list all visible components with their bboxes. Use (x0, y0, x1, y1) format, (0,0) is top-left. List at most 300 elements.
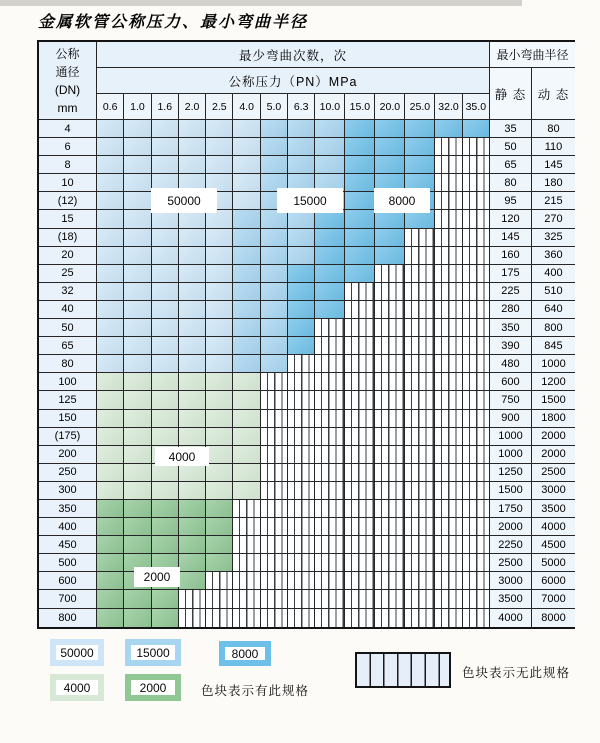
legend-chip-8000: 8000 (219, 641, 271, 666)
row-dn-label: (18) (39, 229, 97, 247)
spec-cell-50000 (124, 156, 151, 174)
spec-cell-8000 (315, 210, 345, 228)
row-static-value: 95 (490, 192, 532, 210)
pressure-header-cell: 10.0 (315, 94, 345, 120)
spec-cell-8000 (288, 319, 315, 337)
spec-cell-2000 (179, 554, 206, 572)
spec-cell-50000 (124, 120, 151, 138)
spec-cell-8000 (463, 120, 490, 138)
spec-cell-4000 (124, 373, 151, 391)
spec-cell-no-spec (405, 500, 435, 518)
spec-cell-2000 (206, 536, 233, 554)
row-static-value: 2500 (490, 554, 532, 572)
spec-cell-50000 (124, 337, 151, 355)
spec-cell-no-spec (261, 554, 288, 572)
spec-cell-no-spec (375, 554, 405, 572)
spec-cell-no-spec (435, 247, 462, 265)
spec-cell-no-spec (345, 609, 375, 627)
spec-cell-50000 (179, 283, 206, 301)
row-dynamic-value: 400 (532, 265, 575, 283)
legend-has-spec-text: 色块表示有此规格 (201, 684, 310, 698)
spec-cell-no-spec (261, 590, 288, 608)
spec-cell-50000 (179, 138, 206, 156)
spec-cell-15000 (233, 283, 260, 301)
spec-cell-50000 (97, 210, 124, 228)
spec-cell-no-spec (288, 590, 315, 608)
spec-cell-50000 (179, 247, 206, 265)
spec-cell-8000 (375, 156, 405, 174)
spec-cell-no-spec (435, 283, 462, 301)
spec-cell-no-spec (435, 301, 462, 319)
pressure-header-cell: 2.0 (179, 94, 206, 120)
spec-cell-4000 (179, 410, 206, 428)
row-dynamic-value: 325 (532, 229, 575, 247)
spec-cell-no-spec (405, 482, 435, 500)
spec-cell-no-spec (345, 518, 375, 536)
spec-cell-50000 (206, 265, 233, 283)
spec-cell-no-spec (435, 138, 462, 156)
spec-cell-8000 (375, 138, 405, 156)
spec-cell-50000 (179, 229, 206, 247)
spec-cell-50000 (124, 283, 151, 301)
spec-cell-4000 (206, 464, 233, 482)
spec-cell-no-spec (233, 500, 260, 518)
spec-cell-no-spec (315, 464, 345, 482)
spec-cell-4000 (97, 373, 124, 391)
spec-cell-8000 (345, 210, 375, 228)
row-static-value: 35 (490, 120, 532, 138)
pressure-header-cell: 0.6 (97, 94, 124, 120)
row-dynamic-value: 145 (532, 156, 575, 174)
spec-cell-no-spec (435, 500, 462, 518)
spec-cell-no-spec (463, 138, 490, 156)
spec-cell-no-spec (315, 572, 345, 590)
pressure-header-cell: 35.0 (463, 94, 490, 120)
spec-cell-50000 (124, 138, 151, 156)
spec-cell-8000 (345, 138, 375, 156)
spec-cell-no-spec (345, 536, 375, 554)
row-static-value: 600 (490, 373, 532, 391)
spec-cell-15000 (261, 120, 288, 138)
spec-cell-2000 (124, 518, 151, 536)
spec-cell-no-spec (405, 283, 435, 301)
spec-cell-no-spec (435, 590, 462, 608)
row-dn-label: 40 (39, 301, 97, 319)
spec-cell-50000 (97, 156, 124, 174)
row-dynamic-value: 3500 (532, 500, 575, 518)
spec-cell-no-spec (288, 518, 315, 536)
spec-cell-no-spec (345, 500, 375, 518)
spec-cell-50000 (206, 283, 233, 301)
spec-cell-2000 (97, 518, 124, 536)
spec-cell-15000 (233, 229, 260, 247)
spec-cell-15000 (288, 138, 315, 156)
spec-cell-no-spec (463, 464, 490, 482)
spec-cell-no-spec (288, 500, 315, 518)
spec-cell-no-spec (288, 482, 315, 500)
spec-cell-no-spec (315, 500, 345, 518)
spec-cell-no-spec (315, 373, 345, 391)
spec-cell-no-spec (345, 428, 375, 446)
spec-cell-no-spec (463, 572, 490, 590)
spec-cell-no-spec (375, 446, 405, 464)
spec-cell-no-spec (315, 590, 345, 608)
spec-cell-50000 (206, 156, 233, 174)
spec-cell-4000 (233, 464, 260, 482)
spec-cell-8000 (345, 156, 375, 174)
row-static-value: 1750 (490, 500, 532, 518)
spec-cell-4000 (206, 428, 233, 446)
spec-cell-4000 (233, 482, 260, 500)
spec-cell-no-spec (345, 446, 375, 464)
spec-cell-no-spec (463, 174, 490, 192)
spec-cell-50000 (206, 355, 233, 373)
row-dynamic-value: 270 (532, 210, 575, 228)
spec-cell-no-spec (288, 428, 315, 446)
row-dynamic-value: 6000 (532, 572, 575, 590)
legend-no-spec-text: 色块表示无此规格 (462, 666, 571, 680)
spec-cell-4000 (179, 373, 206, 391)
spec-cell-8000 (315, 283, 345, 301)
spec-cell-15000 (261, 210, 288, 228)
spec-cell-4000 (97, 410, 124, 428)
spec-cell-2000 (206, 554, 233, 572)
spec-cell-50000 (152, 247, 179, 265)
row-dn-label: (175) (39, 428, 97, 446)
spec-cell-8000 (345, 120, 375, 138)
corner-header-dn (39, 42, 97, 120)
spec-cell-50000 (152, 283, 179, 301)
spec-cell-4000 (97, 464, 124, 482)
spec-cell-50000 (233, 120, 260, 138)
corner-line-4: mm (57, 100, 78, 115)
spec-cell-no-spec (179, 590, 206, 608)
spec-cell-8000 (315, 265, 345, 283)
row-static-value: 1000 (490, 446, 532, 464)
spec-cell-2000 (97, 500, 124, 518)
spec-cell-50000 (152, 210, 179, 228)
spec-cell-50000 (124, 301, 151, 319)
scan-edge-strip (0, 0, 522, 6)
spec-cell-8000 (375, 210, 405, 228)
spec-cell-no-spec (233, 572, 260, 590)
spec-cell-8000 (345, 229, 375, 247)
spec-cell-no-spec (261, 572, 288, 590)
row-dynamic-value: 1200 (532, 373, 575, 391)
spec-cell-no-spec (463, 192, 490, 210)
spec-cell-no-spec (179, 609, 206, 627)
spec-cell-no-spec (405, 247, 435, 265)
spec-cell-no-spec (375, 410, 405, 428)
spec-cell-4000 (179, 482, 206, 500)
spec-cell-no-spec (345, 355, 375, 373)
spec-cell-15000 (288, 247, 315, 265)
spec-cell-no-spec (463, 609, 490, 627)
header-nominal-pressure: 公称压力（PN）MPa (97, 68, 490, 94)
spec-cell-no-spec (463, 554, 490, 572)
spec-cell-2000 (124, 500, 151, 518)
spec-cell-no-spec (463, 301, 490, 319)
spec-cell-no-spec (375, 518, 405, 536)
spec-cell-4000 (124, 464, 151, 482)
row-dn-label: 50 (39, 319, 97, 337)
spec-cell-no-spec (345, 590, 375, 608)
spec-cell-2000 (179, 536, 206, 554)
spec-cell-no-spec (405, 464, 435, 482)
row-dynamic-value: 800 (532, 319, 575, 337)
spec-cell-no-spec (345, 301, 375, 319)
spec-cell-15000 (261, 355, 288, 373)
spec-cell-no-spec (375, 337, 405, 355)
row-dynamic-value: 215 (532, 192, 575, 210)
header-min-bend-radius: 最小弯曲半径 (490, 42, 575, 68)
corner-line-1: 公称 (55, 46, 80, 61)
row-dynamic-value: 4000 (532, 518, 575, 536)
row-dn-label: 25 (39, 265, 97, 283)
spec-cell-2000 (152, 536, 179, 554)
pressure-header-cell: 15.0 (345, 94, 375, 120)
spec-cell-no-spec (375, 355, 405, 373)
spec-cell-no-spec (435, 609, 462, 627)
header-static: 静 态 (490, 68, 532, 120)
spec-cell-no-spec (435, 482, 462, 500)
row-dn-label: 400 (39, 518, 97, 536)
spec-cell-no-spec (435, 391, 462, 409)
spec-cell-4000 (206, 391, 233, 409)
spec-cell-8000 (375, 120, 405, 138)
spec-cell-no-spec (375, 391, 405, 409)
spec-cell-no-spec (435, 554, 462, 572)
spec-cell-4000 (206, 446, 233, 464)
row-static-value: 900 (490, 410, 532, 428)
spec-cell-8000 (288, 265, 315, 283)
spec-cell-no-spec (345, 337, 375, 355)
row-static-value: 390 (490, 337, 532, 355)
spec-cell-no-spec (435, 192, 462, 210)
spec-cell-no-spec (261, 518, 288, 536)
spec-cell-50000 (152, 319, 179, 337)
row-dn-label: 6 (39, 138, 97, 156)
spec-cell-50000 (179, 319, 206, 337)
row-dn-label: 100 (39, 373, 97, 391)
row-dn-label: 10 (39, 174, 97, 192)
row-dn-label: 150 (39, 410, 97, 428)
spec-cell-8000 (315, 301, 345, 319)
spec-cell-no-spec (345, 373, 375, 391)
spec-cell-15000 (233, 210, 260, 228)
spec-cell-no-spec (375, 428, 405, 446)
bend-count-label-50000: 50000 (151, 188, 217, 213)
spec-cell-4000 (152, 373, 179, 391)
spec-cell-no-spec (288, 536, 315, 554)
spec-cell-50000 (179, 337, 206, 355)
spec-cell-no-spec (345, 554, 375, 572)
spec-cell-no-spec (405, 590, 435, 608)
row-dn-label: 4 (39, 120, 97, 138)
spec-cell-15000 (261, 301, 288, 319)
spec-cell-no-spec (345, 572, 375, 590)
row-dn-label: 20 (39, 247, 97, 265)
spec-cell-50000 (97, 283, 124, 301)
row-dn-label: 65 (39, 337, 97, 355)
spec-cell-15000 (233, 247, 260, 265)
spec-cell-4000 (152, 428, 179, 446)
row-static-value: 3000 (490, 572, 532, 590)
spec-cell-8000 (375, 229, 405, 247)
spec-cell-4000 (124, 428, 151, 446)
row-static-value: 145 (490, 229, 532, 247)
spec-cell-no-spec (405, 265, 435, 283)
spec-cell-4000 (124, 446, 151, 464)
spec-cell-no-spec (435, 410, 462, 428)
spec-cell-50000 (124, 210, 151, 228)
spec-cell-8000 (435, 120, 462, 138)
spec-cell-no-spec (463, 229, 490, 247)
row-static-value: 280 (490, 301, 532, 319)
spec-cell-15000 (261, 229, 288, 247)
spec-cell-4000 (152, 410, 179, 428)
spec-cell-no-spec (435, 265, 462, 283)
row-dn-label: 32 (39, 283, 97, 301)
spec-cell-50000 (124, 355, 151, 373)
spec-cell-15000 (261, 156, 288, 174)
spec-cell-4000 (206, 482, 233, 500)
row-dn-label: 125 (39, 391, 97, 409)
row-dynamic-value: 2000 (532, 428, 575, 446)
spec-cell-no-spec (435, 572, 462, 590)
row-dn-label: 250 (39, 464, 97, 482)
pressure-header-cell: 2.5 (206, 94, 233, 120)
pressure-header-cell: 4.0 (233, 94, 260, 120)
spec-cell-8000 (288, 337, 315, 355)
spec-cell-50000 (233, 156, 260, 174)
spec-cell-2000 (97, 590, 124, 608)
spec-cell-no-spec (405, 355, 435, 373)
spec-cell-no-spec (261, 464, 288, 482)
spec-cell-4000 (206, 373, 233, 391)
spec-cell-15000 (288, 156, 315, 174)
spec-cell-no-spec (463, 410, 490, 428)
spec-cell-15000 (288, 229, 315, 247)
row-dynamic-value: 2000 (532, 446, 575, 464)
spec-cell-no-spec (288, 464, 315, 482)
spec-cell-50000 (97, 120, 124, 138)
spec-cell-no-spec (463, 337, 490, 355)
spec-cell-no-spec (463, 446, 490, 464)
spec-cell-50000 (233, 192, 260, 210)
spec-cell-no-spec (405, 518, 435, 536)
spec-cell-no-spec (375, 572, 405, 590)
spec-cell-no-spec (405, 301, 435, 319)
pressure-header-cell: 5.0 (261, 94, 288, 120)
row-dn-label: 200 (39, 446, 97, 464)
spec-cell-no-spec (375, 301, 405, 319)
spec-cell-4000 (233, 446, 260, 464)
pressure-header-cell: 6.3 (288, 94, 315, 120)
spec-cell-8000 (288, 301, 315, 319)
spec-cell-no-spec (315, 391, 345, 409)
spec-cell-no-spec (435, 464, 462, 482)
row-dn-label: 300 (39, 482, 97, 500)
corner-line-2: 通径 (55, 64, 80, 79)
spec-cell-no-spec (405, 572, 435, 590)
spec-cell-50000 (97, 319, 124, 337)
pressure-header-cell: 25.0 (405, 94, 435, 120)
spec-cell-8000 (405, 156, 435, 174)
spec-cell-no-spec (345, 482, 375, 500)
spec-cell-15000 (261, 247, 288, 265)
spec-cell-no-spec (315, 536, 345, 554)
bend-count-label-8000: 8000 (374, 188, 430, 213)
row-static-value: 750 (490, 391, 532, 409)
pressure-header-cell: 1.6 (152, 94, 179, 120)
spec-cell-50000 (124, 319, 151, 337)
row-dynamic-value: 80 (532, 120, 575, 138)
spec-cell-8000 (315, 247, 345, 265)
spec-cell-no-spec (345, 391, 375, 409)
row-dn-label: (12) (39, 192, 97, 210)
spec-cell-15000 (261, 283, 288, 301)
spec-cell-no-spec (463, 518, 490, 536)
spec-cell-no-spec (315, 482, 345, 500)
spec-cell-no-spec (463, 391, 490, 409)
row-dynamic-value: 1800 (532, 410, 575, 428)
spec-cell-2000 (152, 518, 179, 536)
spec-cell-no-spec (405, 410, 435, 428)
spec-cell-8000 (405, 138, 435, 156)
legend-chip-50000: 50000 (50, 639, 104, 666)
spec-cell-4000 (97, 428, 124, 446)
spec-cell-15000 (288, 210, 315, 228)
spec-cell-15000 (233, 319, 260, 337)
spec-cell-15000 (288, 120, 315, 138)
row-static-value: 2250 (490, 536, 532, 554)
spec-cell-no-spec (261, 428, 288, 446)
spec-cell-no-spec (261, 609, 288, 627)
spec-cell-50000 (206, 210, 233, 228)
spec-cell-50000 (124, 229, 151, 247)
page-title: 金属软管公称压力、最小弯曲半径 (38, 14, 309, 31)
spec-cell-no-spec (463, 210, 490, 228)
spec-cell-4000 (206, 410, 233, 428)
spec-cell-no-spec (315, 337, 345, 355)
spec-cell-no-spec (345, 464, 375, 482)
spec-table (37, 40, 575, 629)
corner-line-3: (DN) (54, 82, 81, 97)
spec-cell-no-spec (435, 355, 462, 373)
spec-cell-no-spec (435, 446, 462, 464)
spec-cell-8000 (288, 283, 315, 301)
spec-cell-no-spec (463, 355, 490, 373)
spec-cell-no-spec (315, 446, 345, 464)
row-static-value: 350 (490, 319, 532, 337)
row-dynamic-value: 360 (532, 247, 575, 265)
bend-count-label-15000: 15000 (277, 188, 343, 213)
row-dn-label: 500 (39, 554, 97, 572)
spec-cell-8000 (345, 192, 375, 210)
spec-cell-no-spec (288, 609, 315, 627)
spec-cell-no-spec (315, 355, 345, 373)
spec-cell-no-spec (405, 536, 435, 554)
spec-cell-no-spec (375, 500, 405, 518)
spec-cell-no-spec (315, 319, 345, 337)
spec-cell-no-spec (435, 536, 462, 554)
spec-cell-no-spec (375, 464, 405, 482)
spec-cell-4000 (152, 482, 179, 500)
row-dn-label: 800 (39, 609, 97, 627)
spec-cell-4000 (124, 391, 151, 409)
spec-cell-50000 (206, 120, 233, 138)
